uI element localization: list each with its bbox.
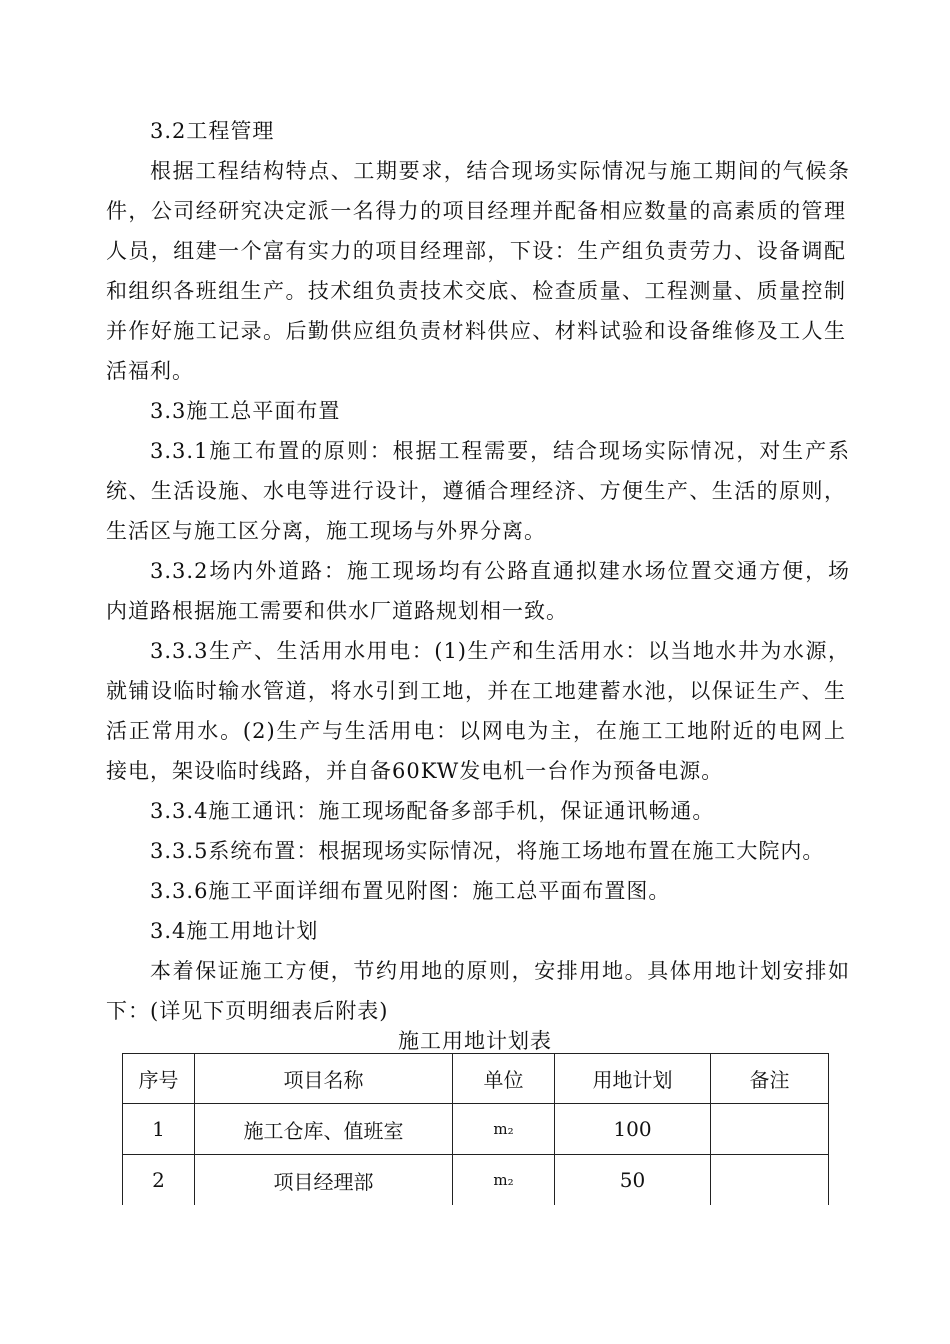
- paragraph-line: 统、生活设施、水电等进行设计，遵循合理经济、方便生产、生活的原则，: [106, 479, 846, 503]
- table-cell: 50: [555, 1155, 711, 1206]
- paragraph-line: 生活区与施工区分离，施工现场与外界分离。: [106, 519, 546, 543]
- paragraph-line: 就铺设临时输水管道，将水引到工地，并在工地建蓄水池，以保证生产、生: [106, 679, 846, 703]
- table-caption: 施工用地计划表: [398, 1029, 552, 1053]
- paragraph-line: 3.3.1施工布置的原则：根据工程需要，结合现场实际情况，对生产系: [150, 439, 850, 463]
- paragraph-line: 人员，组建一个富有实力的项目经理部，下设：生产组负责劳力、设备调配: [106, 239, 846, 263]
- paragraph-line: 3.3.2场内外道路：施工现场均有公路直通拟建水场位置交通方便，场: [150, 559, 850, 583]
- header-cell-unit: 单位: [453, 1054, 555, 1104]
- land-use-plan-table: [122, 1053, 829, 1205]
- table-cell: 1: [123, 1104, 195, 1155]
- paragraph-line: 接电，架设临时线路，并自备60KW发电机一台作为预备电源。: [106, 759, 724, 783]
- table-row: [123, 1155, 829, 1206]
- table-cell: [711, 1104, 829, 1155]
- paragraph-line: 下：(详见下页明细表后附表): [106, 999, 389, 1023]
- section-heading: 3.2工程管理: [150, 119, 275, 143]
- header-cell-remarks: 备注: [711, 1054, 829, 1104]
- section-heading: 3.4施工用地计划: [150, 919, 319, 943]
- table-header-row: [123, 1054, 829, 1104]
- paragraph-line: 根据工程结构特点、工期要求，结合现场实际情况与施工期间的气候条: [150, 159, 850, 183]
- paragraph-line: 3.3.4施工通讯：施工现场配备多部手机，保证通讯畅通。: [150, 799, 715, 823]
- paragraph-line: 3.3.6施工平面详细布置见附图：施工总平面布置图。: [150, 879, 671, 903]
- paragraph-line: 并作好施工记录。后勤供应组负责材料供应、材料试验和设备维修及工人生: [106, 319, 846, 343]
- table-cell: 施工仓库、值班室: [195, 1104, 453, 1155]
- table-cell: m₂: [453, 1155, 555, 1206]
- paragraph-line: 活正常用水。(2)生产与生活用电：以网电为主，在施工工地附近的电网上: [106, 719, 846, 743]
- paragraph-line: 3.3.5系统布置：根据现场实际情况，将施工场地布置在施工大院内。: [150, 839, 825, 863]
- paragraph-line: 内道路根据施工需要和供水厂道路规划相一致。: [106, 599, 568, 623]
- paragraph-line: 活福利。: [106, 359, 194, 383]
- table-cell: 100: [555, 1104, 711, 1155]
- table-row: [123, 1104, 829, 1155]
- paragraph-line: 3.3.3生产、生活用水用电：(1)生产和生活用水：以当地水井为水源，: [150, 639, 850, 663]
- table-cell: m₂: [453, 1104, 555, 1155]
- paragraph-line: 本着保证施工方便，节约用地的原则，安排用地。具体用地计划安排如: [150, 959, 850, 983]
- table-cell: [711, 1155, 829, 1206]
- header-cell-serial: 序号: [123, 1054, 195, 1104]
- table-cell: 2: [123, 1155, 195, 1206]
- header-cell-land-plan: 用地计划: [555, 1054, 711, 1104]
- paragraph-line: 和组织各班组生产。技术组负责技术交底、检查质量、工程测量、质量控制: [106, 279, 846, 303]
- table-cell: 项目经理部: [195, 1155, 453, 1206]
- header-cell-item-name: 项目名称: [195, 1054, 453, 1104]
- paragraph-line: 件，公司经研究决定派一名得力的项目经理并配备相应数量的高素质的管理: [106, 199, 846, 223]
- section-heading: 3.3施工总平面布置: [150, 399, 341, 423]
